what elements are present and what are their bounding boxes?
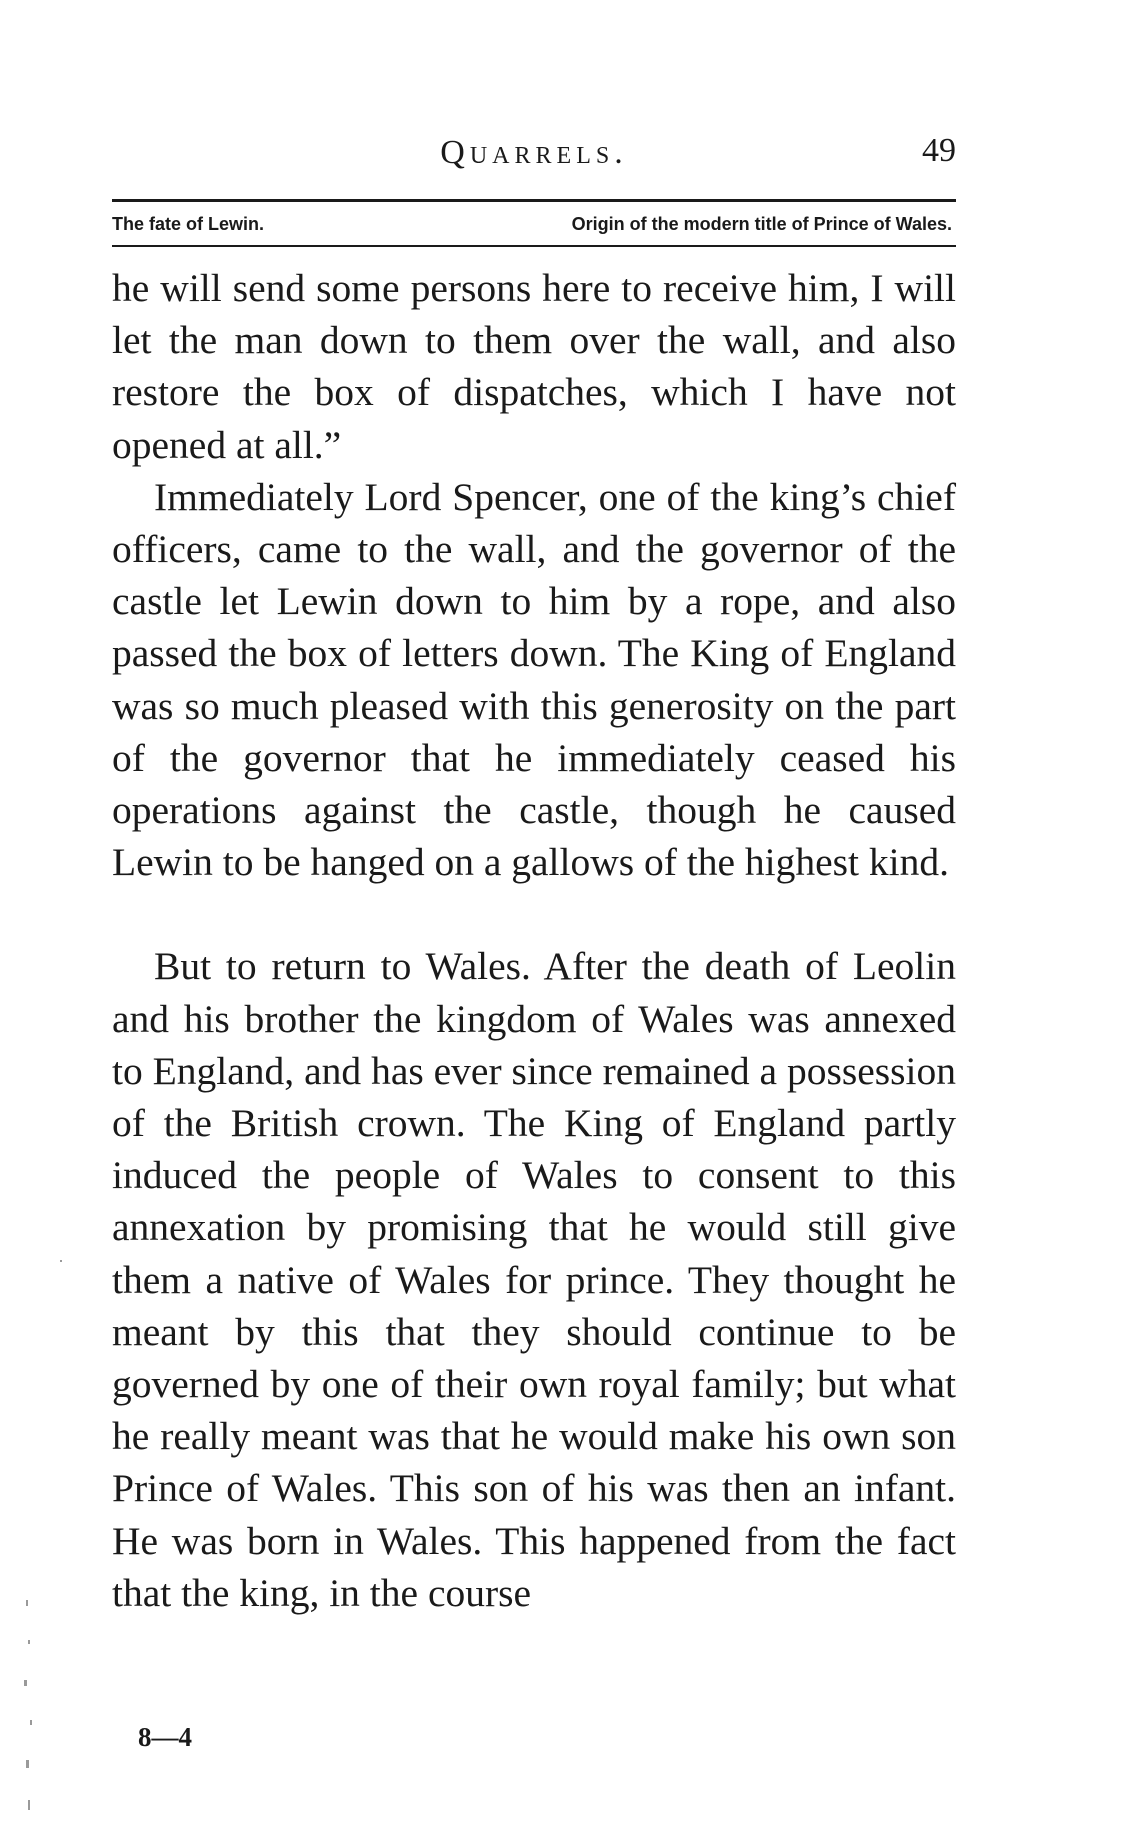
- marginal-subheads: [112, 208, 956, 240]
- running-title: Quarrels.: [440, 134, 628, 171]
- signature-mark: 8—4: [138, 1722, 192, 1752]
- paragraph-continued: he will send some persons here to receive him, I will let the man down to them over the wall, and also restore the box of dispatches, which I have not opened at all.”: [112, 266, 956, 467]
- section-gap: [112, 888, 956, 940]
- header-rule-bottom: [112, 245, 956, 247]
- paragraph-wales: But to return to Wales. After the death of Leolin and his brother the kingdom of Wales was annexed to England, and has ever since remained a possession of the British crown. The King of England partly induced the people of Wales to consent to this annexation by promising that he would still give them a native of Wales for prince. They thought he meant by this that they should continue to be governed by one of their own royal family; but what he really meant was that he would make his own son Prince of Wales. This son of his was then an infant. He was born in Wales. This happened from the fact that the king, in the course: [112, 944, 956, 1615]
- page-number: 49: [922, 132, 956, 169]
- subhead-right: Origin of the modern title of Prince of Wales.: [571, 214, 952, 234]
- body-text: [112, 262, 956, 1619]
- subhead-left: The fate of Lewin.: [112, 214, 265, 234]
- running-head: [112, 128, 956, 176]
- paragraph-spencer: Immediately Lord Spencer, one of the king’s chief officers, came to the wall, and the governor of the castle let Lewin down to him by a rope, and also passed the box of letters down. The King of England was so much pleased with this generosity on the part of the governor that he immediately ceased his operations against the castle, though he caused Lewin to be hanged on a gallows of the highest kind.: [112, 474, 956, 885]
- header-rule-top: [112, 199, 956, 202]
